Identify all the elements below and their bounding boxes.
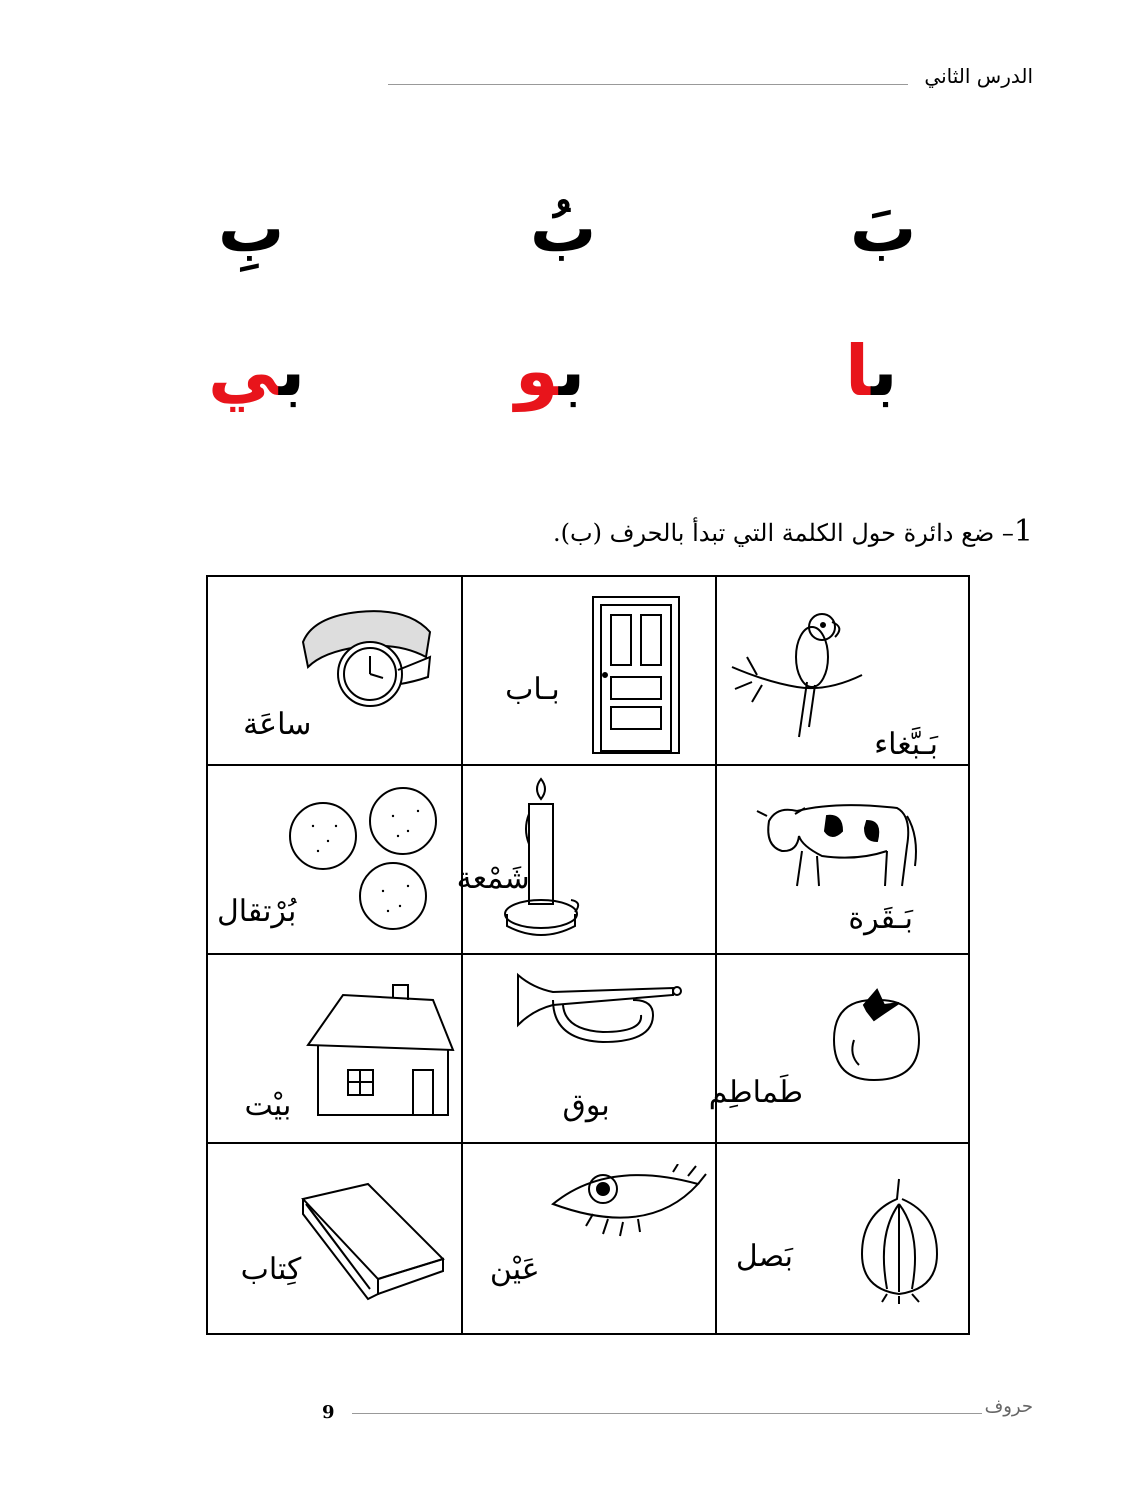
letter-ba-kasra: بِ <box>218 190 285 267</box>
grid-cell-door[interactable] <box>461 577 714 766</box>
book-title: حروف <box>984 1396 1033 1417</box>
word-label: شَمْعة <box>456 861 530 896</box>
word-label: بَصل <box>735 1239 793 1274</box>
word-label: بوق <box>562 1088 610 1123</box>
candle-icon <box>501 774 581 944</box>
word-label: ساعَة <box>243 707 312 742</box>
word-label: بـاب <box>505 672 560 707</box>
syllable-ba <box>845 330 898 412</box>
letter-ba-fatha: بَ <box>850 190 917 267</box>
word-label: بَـقَرة <box>848 901 913 936</box>
grid-cell-house[interactable] <box>208 955 461 1144</box>
grid-cell-trumpet[interactable] <box>461 955 714 1144</box>
house-icon <box>303 975 463 1125</box>
header-rule <box>388 84 908 85</box>
page-number: 9 <box>322 1402 335 1423</box>
grid-cell-cow[interactable] <box>715 766 968 955</box>
trumpet-icon <box>513 970 683 1050</box>
watch-icon <box>298 602 438 712</box>
footer-rule <box>352 1413 982 1414</box>
eye-icon <box>548 1164 708 1244</box>
grid-cell-book[interactable] <box>208 1144 461 1333</box>
grid-cell-parrot[interactable] <box>715 577 968 766</box>
grid-cell-eye[interactable] <box>461 1144 714 1333</box>
grid-cell-candle[interactable] <box>456 766 714 955</box>
syllable-vowel: و <box>515 330 559 412</box>
lesson-title: الدرس الثاني <box>924 64 1033 88</box>
syllable-base: ب <box>278 330 306 412</box>
onion-icon <box>857 1174 942 1304</box>
word-label: بيْت <box>244 1088 292 1123</box>
grid-cell-tomato[interactable] <box>708 955 968 1144</box>
parrot-icon <box>727 597 867 747</box>
syllable-base: ب <box>558 330 586 412</box>
word-label: عَيْن <box>489 1252 540 1287</box>
syllable-base: ب <box>871 330 898 412</box>
picture-word-grid <box>206 575 970 1335</box>
book-icon <box>298 1179 448 1309</box>
word-label: بَـبَّغاء <box>874 727 938 762</box>
syllable-vowel: ي <box>208 330 279 412</box>
exercise-number: 1 <box>1013 514 1033 549</box>
grid-cell-watch[interactable] <box>208 577 461 766</box>
word-label: بُرْتقال <box>216 894 297 929</box>
syllable-bu <box>515 330 585 412</box>
letter-ba-damma: بُ <box>530 190 597 267</box>
syllable-vowel: ا <box>845 330 872 412</box>
tomato-icon <box>829 985 924 1085</box>
syllable-bi <box>208 330 305 412</box>
grid-cell-onion[interactable] <box>715 1144 968 1333</box>
exercise-instruction <box>553 514 1033 549</box>
cow-icon <box>747 786 922 896</box>
word-label: كِتاب <box>240 1252 302 1287</box>
exercise-text: – ضع دائرة حول الكلمة التي تبدأ بالحرف (ب). <box>552 519 1014 547</box>
word-label: طَماطِم <box>708 1075 803 1110</box>
grid-cell-oranges[interactable] <box>208 766 461 955</box>
oranges-icon <box>288 781 448 941</box>
door-icon <box>591 595 681 755</box>
